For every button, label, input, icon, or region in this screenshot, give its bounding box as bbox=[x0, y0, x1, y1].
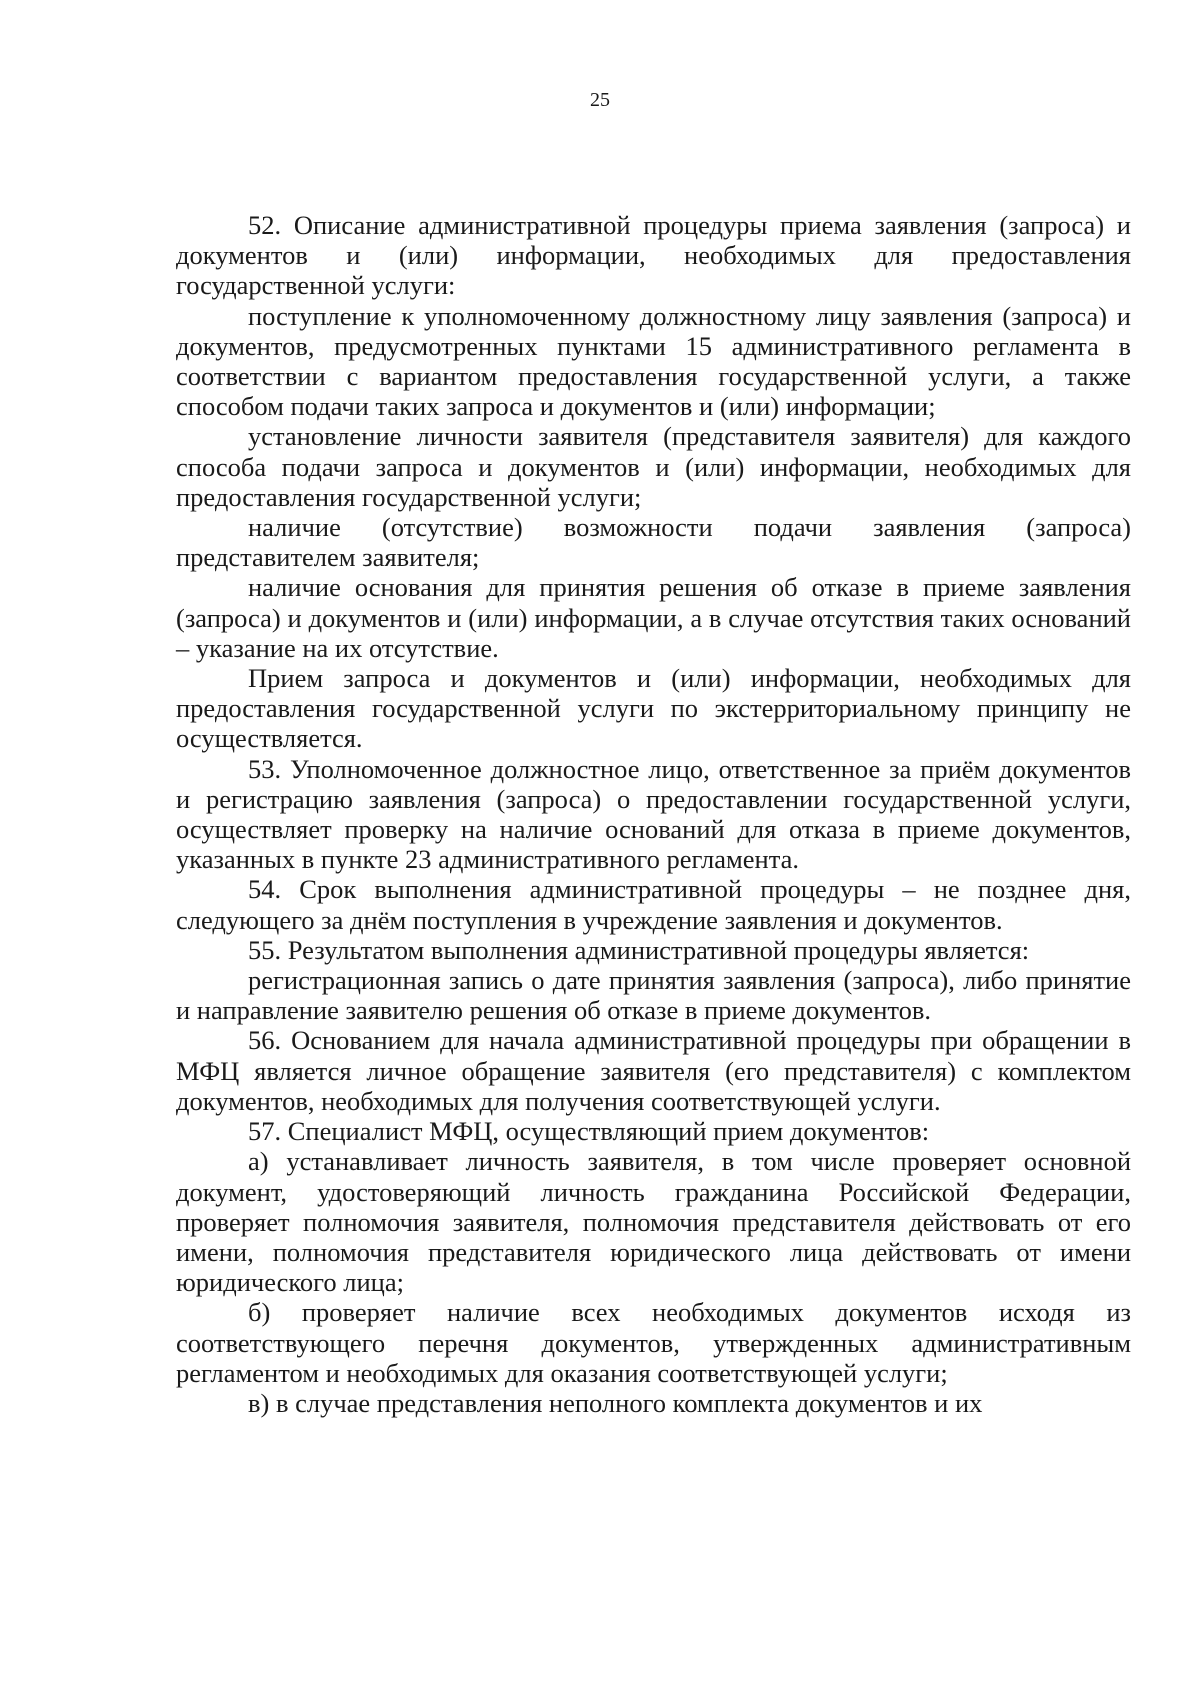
paragraph-refusal-grounds: наличие основания для принятия решения об отказе в приеме заявления (запроса) и документов и (или) информации, а в случае отсутствия таких оснований – указание на их отсутствие. bbox=[176, 572, 1131, 663]
paragraph-representative-submission: наличие (отсутствие) возможности подачи заявления (запроса) представителем заявителя; bbox=[176, 512, 1131, 573]
paragraph-identity-verification: установление личности заявителя (представителя заявителя) для каждого способа подачи запроса и документов и (или) информации, необходимых для предоставления государственной услуги; bbox=[176, 421, 1131, 512]
paragraph-56-mfc-basis: 56. Основанием для начала административной процедуры при обращении в МФЦ является личное обращение заявителя (его представителя) с комплектом документов, необходимых для получения соответствующей услуги. bbox=[176, 1025, 1131, 1116]
body-text bbox=[176, 210, 1131, 1418]
paragraph-57v-incomplete: в) в случае представления неполного комплекта документов и их bbox=[248, 1387, 983, 1418]
paragraph-receipt-of-application: поступление к уполномоченному должностному лицу заявления (запроса) и документов, предусмотренных пунктами 15 административного регламента в соответствии с вариантом предоставления государственной услуги, а также способом подачи таких запроса и документов и (или) информации; bbox=[176, 300, 1131, 422]
paragraph-57b-documents-check: б) проверяет наличие всех необходимых документов исходя из соответствующего перечня документов, утвержденных административным регламентом и необходимых для оказания соответствующей услуги; bbox=[176, 1297, 1131, 1388]
paragraph-extraterritorial: Прием запроса и документов и (или) информации, необходимых для предоставления государственной услуги по экстерриториальному принципу не осуществляется. bbox=[176, 663, 1131, 754]
page-number: 25 bbox=[590, 89, 610, 111]
paragraph-52-procedure-description: 52. Описание административной процедуры приема заявления (запроса) и документов и (или) информации, необходимых для предоставления государственной услуги: bbox=[176, 210, 1131, 301]
paragraph-54-deadline: 54. Срок выполнения административной процедуры – не позднее дня, следующего за днём поступления в учреждение заявления и документов. bbox=[176, 874, 1131, 935]
paragraph-55-result: 55. Результатом выполнения административной процедуры является: bbox=[248, 934, 1030, 965]
paragraph-53-official-check: 53. Уполномоченное должностное лицо, ответственное за приём документов и регистрацию заявления (запроса) о предоставлении государственной услуги, осуществляет проверку на наличие оснований для отказа в приеме документов, указанных в пункте 23 административного регламента. bbox=[176, 753, 1131, 875]
paragraph-57a-identity: а) устанавливает личность заявителя, в том числе проверяет основной документ, удостоверяющий личность гражданина Российской Федерации, проверяет полномочия заявителя, полномочия представителя действовать от его имени, полномочия представителя юридического лица действовать от имени юридического лица; bbox=[176, 1146, 1131, 1298]
paragraph-57-mfc-specialist: 57. Специалист МФЦ, осуществляющий прием документов: bbox=[248, 1116, 930, 1147]
paragraph-registration-record: регистрационная запись о дате принятия заявления (запроса), либо принятие и направление заявителю решения об отказе в приеме документов. bbox=[176, 965, 1131, 1026]
